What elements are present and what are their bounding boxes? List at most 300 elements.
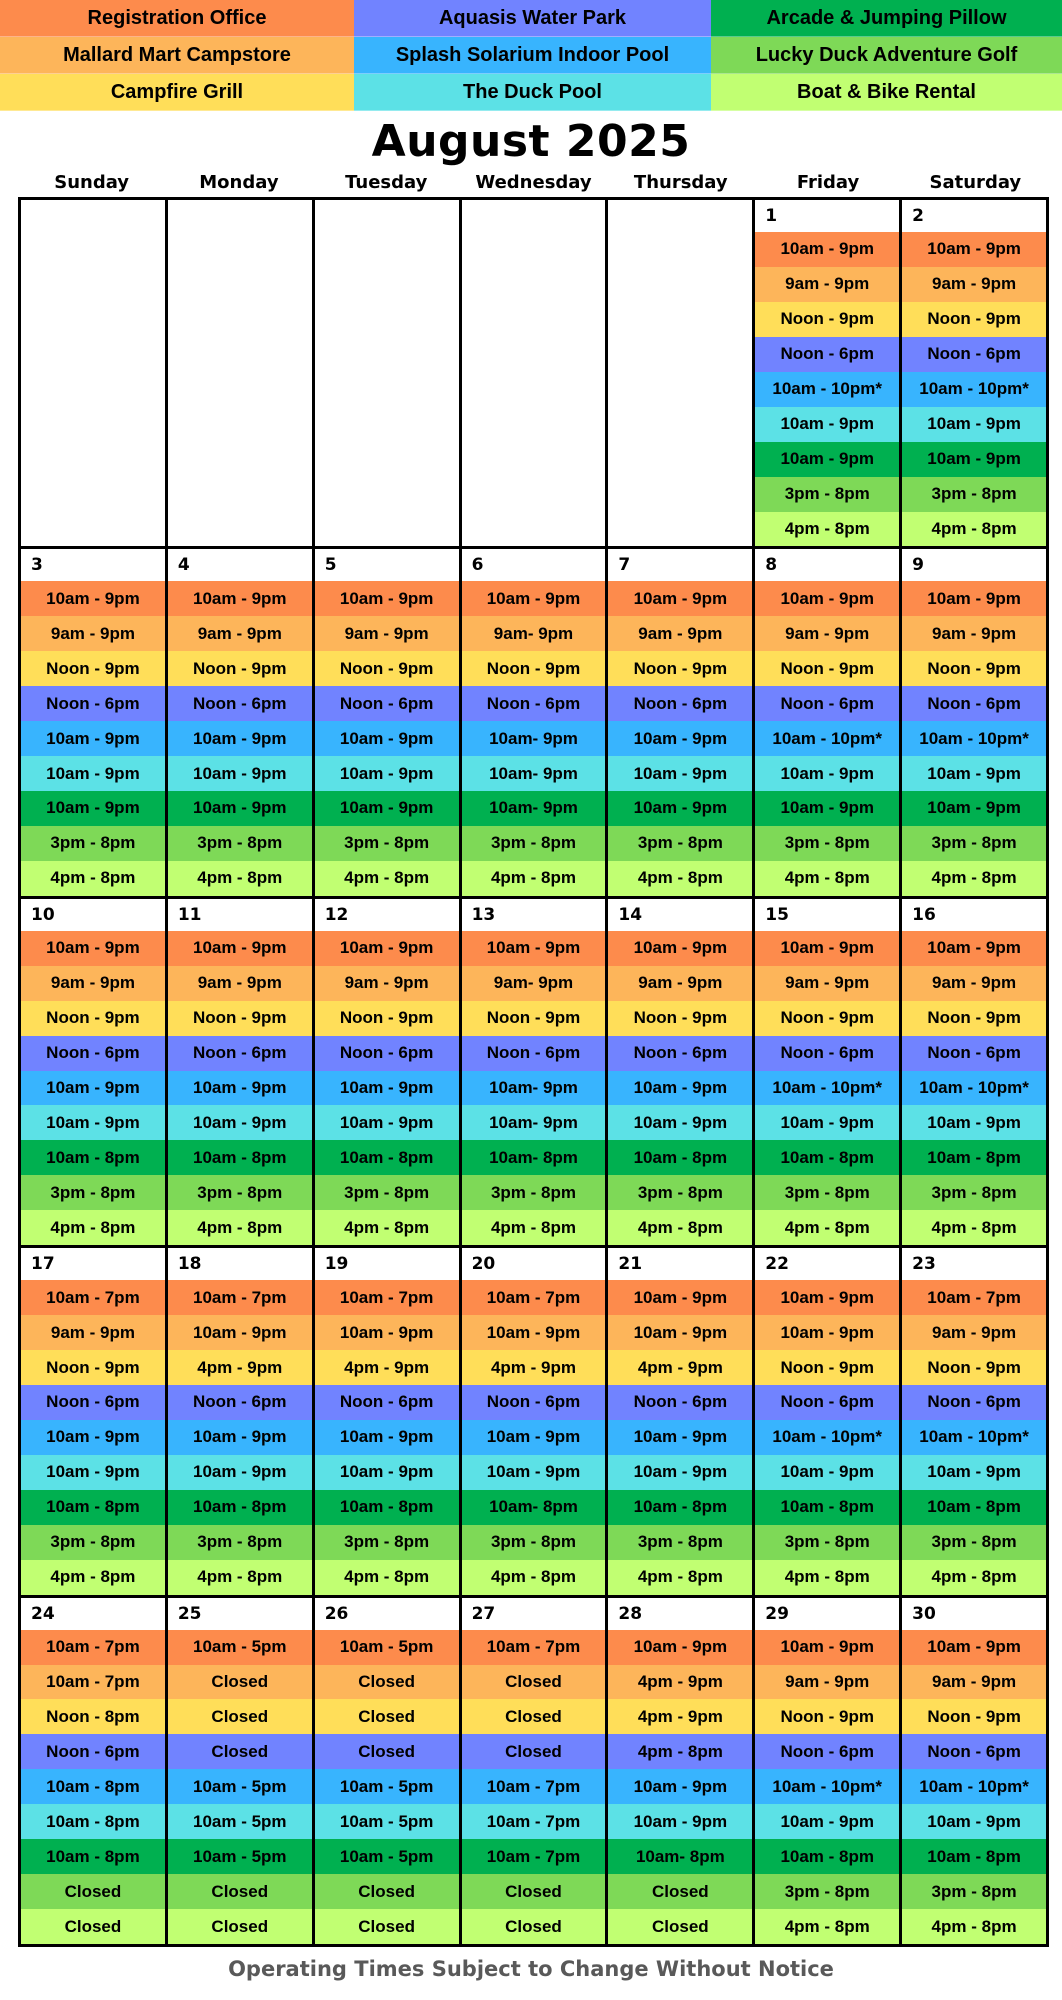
hours-slot: 10am - 9pm <box>608 1105 752 1140</box>
hours-slot: Noon - 9pm <box>902 302 1046 337</box>
day-cell <box>755 1248 899 1594</box>
day-number: 11 <box>177 904 202 925</box>
hours-slot: 3pm - 8pm <box>315 1175 459 1210</box>
hours-slot: 3pm - 8pm <box>902 1175 1046 1210</box>
hours-slot: 10am - 10pm* <box>755 1420 899 1455</box>
day-cell <box>608 899 752 1245</box>
day-cell <box>462 899 606 1245</box>
hours-slot: 10am - 9pm <box>315 1455 459 1490</box>
hours-slot: 10am - 8pm <box>168 1490 312 1525</box>
hours-slot: 9am - 9pm <box>902 616 1046 651</box>
hours-slot: 10am - 9pm <box>755 1280 899 1315</box>
hours-slot: 10am - 7pm <box>21 1665 165 1700</box>
day-number: 21 <box>618 1254 643 1275</box>
day-cell <box>21 899 165 1245</box>
hours-slot: 10am - 8pm <box>21 1140 165 1175</box>
hours-slot: 10am - 9pm <box>755 442 899 477</box>
hours-slot: 10am- 8pm <box>462 1490 606 1525</box>
hours-slot: Noon - 9pm <box>755 1350 899 1385</box>
hours-slot: 10am - 9pm <box>755 407 899 442</box>
hours-slot: 10am - 9pm <box>315 931 459 966</box>
hours-slot: 10am - 9pm <box>315 581 459 616</box>
hours-slot: 4pm - 8pm <box>168 1560 312 1595</box>
hours-slot: 10am - 9pm <box>755 756 899 791</box>
day-cell <box>462 1598 606 1944</box>
day-cell <box>315 1248 459 1594</box>
hours-slot: 9am - 9pm <box>608 616 752 651</box>
hours-slot: 9am - 9pm <box>902 1315 1046 1350</box>
hours-slot: Noon - 9pm <box>315 1001 459 1036</box>
hours-slot: 10am - 9pm <box>902 791 1046 826</box>
hours-slot: 10am - 8pm <box>21 1839 165 1874</box>
hours-slot: 9am- 9pm <box>462 966 606 1001</box>
hours-slot: 4pm - 8pm <box>902 1210 1046 1245</box>
hours-slot: Closed <box>315 1699 459 1734</box>
day-cell <box>315 899 459 1245</box>
hours-slot: 10am - 9pm <box>315 756 459 791</box>
hours-slot: 10am - 9pm <box>608 1804 752 1839</box>
hours-slot: Noon - 9pm <box>168 1001 312 1036</box>
hours-slot: 10am - 9pm <box>315 1315 459 1350</box>
hours-slot: 4pm - 8pm <box>21 861 165 896</box>
hours-slot: 10am - 7pm <box>21 1280 165 1315</box>
weekday-header: Wednesday <box>475 172 592 193</box>
hours-slot: 4pm - 8pm <box>315 861 459 896</box>
day-number: 1 <box>765 206 778 226</box>
hours-slot: 10am - 7pm <box>462 1804 606 1839</box>
hours-slot: Noon - 6pm <box>755 686 899 721</box>
hours-slot: Noon - 6pm <box>902 1036 1046 1071</box>
day-number: 10 <box>31 904 55 925</box>
empty-day-cell <box>462 200 606 546</box>
hours-slot: 10am - 7pm <box>462 1630 606 1665</box>
empty-day-cell <box>315 200 459 546</box>
hours-slot: 4pm - 8pm <box>462 1210 606 1245</box>
hours-slot: 9am - 9pm <box>315 616 459 651</box>
hours-slot: 3pm - 8pm <box>755 477 899 512</box>
day-number: 13 <box>471 904 496 925</box>
day-number: 23 <box>912 1254 936 1275</box>
day-number: 17 <box>31 1254 55 1275</box>
day-cell <box>755 200 899 546</box>
hours-slot: Noon - 6pm <box>21 1036 165 1071</box>
hours-slot: 10am - 9pm <box>755 1105 899 1140</box>
hours-slot: 3pm - 8pm <box>168 1525 312 1560</box>
hours-slot: 3pm - 8pm <box>315 1525 459 1560</box>
hours-slot: 10am- 8pm <box>462 1140 606 1175</box>
hours-slot: 10am - 5pm <box>315 1839 459 1874</box>
hours-slot: Noon - 9pm <box>21 651 165 686</box>
hours-slot: 10am - 9pm <box>608 1630 752 1665</box>
hours-slot: 9am - 9pm <box>902 1665 1046 1700</box>
hours-slot: Closed <box>168 1909 312 1944</box>
hours-slot: 4pm - 8pm <box>755 1560 899 1595</box>
day-number: 16 <box>912 904 936 925</box>
hours-slot: Noon - 9pm <box>608 651 752 686</box>
hours-slot: Closed <box>462 1909 606 1944</box>
hours-slot: 10am - 10pm* <box>755 721 899 756</box>
day-number: 19 <box>324 1254 349 1275</box>
hours-slot: 10am - 7pm <box>462 1280 606 1315</box>
hours-slot: 9am - 9pm <box>902 267 1046 302</box>
hours-slot: 10am - 9pm <box>902 407 1046 442</box>
hours-slot: 3pm - 8pm <box>902 477 1046 512</box>
legend-item: Splash Solarium Indoor Pool <box>354 37 711 74</box>
day-cell <box>168 899 312 1245</box>
hours-slot: 10am - 5pm <box>168 1769 312 1804</box>
hours-slot: Closed <box>168 1699 312 1734</box>
hours-slot: 4pm - 8pm <box>902 861 1046 896</box>
hours-slot: 4pm - 9pm <box>168 1350 312 1385</box>
hours-slot: 10am - 9pm <box>608 1280 752 1315</box>
hours-slot: 10am - 9pm <box>608 756 752 791</box>
hours-slot: Noon - 6pm <box>315 686 459 721</box>
hours-slot: 3pm - 8pm <box>21 1175 165 1210</box>
hours-slot: 10am - 9pm <box>608 931 752 966</box>
hours-slot: 4pm - 8pm <box>902 1909 1046 1944</box>
hours-slot: Noon - 6pm <box>608 1036 752 1071</box>
hours-slot: 9am - 9pm <box>902 966 1046 1001</box>
day-cell <box>902 899 1046 1245</box>
hours-slot: 4pm - 8pm <box>608 1734 752 1769</box>
hours-slot: 4pm - 8pm <box>462 1560 606 1595</box>
hours-slot: Noon - 6pm <box>755 1036 899 1071</box>
hours-slot: 10am - 5pm <box>168 1804 312 1839</box>
day-cell <box>168 1598 312 1944</box>
day-cell <box>755 899 899 1245</box>
weekday-header: Thursday <box>633 172 728 193</box>
hours-slot: 10am- 9pm <box>462 791 606 826</box>
day-number: 18 <box>177 1254 202 1275</box>
hours-slot: 4pm - 8pm <box>315 1560 459 1595</box>
hours-slot: 3pm - 8pm <box>21 826 165 861</box>
hours-slot: 3pm - 8pm <box>462 1175 606 1210</box>
hours-slot: Noon - 8pm <box>21 1699 165 1734</box>
hours-slot: Closed <box>462 1699 606 1734</box>
day-number: 6 <box>471 555 484 576</box>
hours-slot: Noon - 6pm <box>315 1385 459 1420</box>
hours-slot: 3pm - 8pm <box>608 1175 752 1210</box>
hours-slot: Noon - 6pm <box>755 1734 899 1769</box>
hours-slot: 10am - 9pm <box>315 1071 459 1106</box>
legend-item: Lucky Duck Adventure Golf <box>711 37 1062 74</box>
weekday-header: Monday <box>199 172 279 193</box>
hours-slot: Noon - 6pm <box>902 686 1046 721</box>
hours-slot: 3pm - 8pm <box>608 826 752 861</box>
hours-slot: 10am - 9pm <box>21 721 165 756</box>
hours-slot: Closed <box>315 1874 459 1909</box>
legend-item: The Duck Pool <box>354 74 711 111</box>
hours-slot: 10am - 7pm <box>462 1769 606 1804</box>
hours-slot: 10am - 8pm <box>608 1140 752 1175</box>
hours-slot: 10am - 9pm <box>21 1420 165 1455</box>
hours-slot: Noon - 9pm <box>608 1001 752 1036</box>
hours-slot: Closed <box>462 1734 606 1769</box>
weekday-header: Tuesday <box>345 172 428 193</box>
hours-slot: Noon - 9pm <box>755 302 899 337</box>
hours-slot: 9am - 9pm <box>608 966 752 1001</box>
hours-slot: 4pm - 9pm <box>608 1665 752 1700</box>
hours-slot: 10am - 7pm <box>902 1280 1046 1315</box>
hours-slot: 3pm - 8pm <box>608 1525 752 1560</box>
hours-slot: 9am - 9pm <box>21 616 165 651</box>
hours-slot: 10am - 9pm <box>462 1420 606 1455</box>
hours-slot: 10am - 8pm <box>755 1839 899 1874</box>
hours-slot: 10am - 10pm* <box>755 372 899 407</box>
hours-slot: 4pm - 8pm <box>315 1210 459 1245</box>
hours-slot: Noon - 6pm <box>315 1036 459 1071</box>
hours-slot: 4pm - 8pm <box>755 1909 899 1944</box>
hours-slot: Noon - 9pm <box>902 1001 1046 1036</box>
hours-slot: Noon - 9pm <box>21 1001 165 1036</box>
legend-item: Campfire Grill <box>0 74 354 111</box>
hours-slot: 10am - 5pm <box>168 1630 312 1665</box>
hours-slot: 10am - 9pm <box>902 931 1046 966</box>
hours-slot: 10am - 9pm <box>755 1630 899 1665</box>
footer-note: Operating Times Subject to Change Without Notice <box>228 1957 834 1981</box>
hours-slot: 10am - 9pm <box>755 232 899 267</box>
hours-slot: Noon - 9pm <box>902 651 1046 686</box>
hours-slot: 10am - 9pm <box>608 791 752 826</box>
hours-slot: 10am - 8pm <box>755 1140 899 1175</box>
hours-slot: 10am - 9pm <box>755 1804 899 1839</box>
hours-slot: 9am - 9pm <box>21 966 165 1001</box>
hours-slot: 10am - 9pm <box>902 232 1046 267</box>
day-number: 26 <box>324 1603 349 1624</box>
hours-slot: 10am - 9pm <box>902 756 1046 791</box>
day-number: 27 <box>471 1603 496 1624</box>
hours-slot: 3pm - 8pm <box>755 1874 899 1909</box>
hours-slot: Noon - 9pm <box>902 1699 1046 1734</box>
day-cell <box>755 549 899 895</box>
hours-slot: 10am - 9pm <box>21 931 165 966</box>
hours-slot: 10am - 9pm <box>902 581 1046 616</box>
hours-slot: 10am - 7pm <box>462 1839 606 1874</box>
hours-slot: Closed <box>608 1874 752 1909</box>
hours-slot: 10am - 9pm <box>608 581 752 616</box>
day-cell <box>902 1598 1046 1944</box>
hours-slot: 10am - 9pm <box>462 931 606 966</box>
day-number: 14 <box>618 904 643 925</box>
hours-slot: 9am - 9pm <box>755 267 899 302</box>
hours-slot: 10am - 9pm <box>755 1455 899 1490</box>
hours-slot: 10am - 5pm <box>315 1630 459 1665</box>
day-cell <box>21 1598 165 1944</box>
hours-slot: 10am - 10pm* <box>902 721 1046 756</box>
hours-slot: 10am - 9pm <box>462 1455 606 1490</box>
hours-slot: Noon - 6pm <box>21 686 165 721</box>
hours-slot: 9am - 9pm <box>755 966 899 1001</box>
hours-slot: Noon - 6pm <box>902 1385 1046 1420</box>
hours-slot: 4pm - 8pm <box>755 861 899 896</box>
hours-slot: Closed <box>21 1909 165 1944</box>
weekday-header-row <box>18 172 1049 196</box>
hours-slot: Noon - 9pm <box>755 651 899 686</box>
hours-slot: 10am - 9pm <box>902 1455 1046 1490</box>
hours-slot: 10am- 9pm <box>462 756 606 791</box>
day-cell <box>21 1248 165 1594</box>
hours-slot: 10am - 10pm* <box>902 1071 1046 1106</box>
hours-slot: 10am - 9pm <box>608 1455 752 1490</box>
hours-slot: 10am - 8pm <box>755 1490 899 1525</box>
hours-slot: 3pm - 8pm <box>168 1175 312 1210</box>
legend-item: Boat & Bike Rental <box>711 74 1062 111</box>
hours-slot: 3pm - 8pm <box>21 1525 165 1560</box>
day-cell <box>608 1248 752 1594</box>
hours-slot: Noon - 9pm <box>315 651 459 686</box>
hours-slot: 10am - 10pm* <box>902 1420 1046 1455</box>
hours-slot: 10am - 8pm <box>315 1490 459 1525</box>
hours-slot: 4pm - 9pm <box>608 1350 752 1385</box>
hours-slot: 10am - 9pm <box>902 1630 1046 1665</box>
day-cell <box>168 549 312 895</box>
day-cell <box>315 1598 459 1944</box>
day-number: 7 <box>618 555 631 576</box>
hours-slot: 4pm - 8pm <box>21 1210 165 1245</box>
hours-slot: 9am - 9pm <box>168 616 312 651</box>
hours-slot: 10am - 9pm <box>21 791 165 826</box>
day-number: 28 <box>618 1603 643 1624</box>
hours-slot: 10am - 9pm <box>755 791 899 826</box>
hours-slot: 3pm - 8pm <box>315 826 459 861</box>
hours-slot: Noon - 6pm <box>755 337 899 372</box>
hours-slot: Closed <box>315 1734 459 1769</box>
hours-slot: 10am - 8pm <box>902 1140 1046 1175</box>
hours-slot: Noon - 6pm <box>608 1385 752 1420</box>
hours-slot: Closed <box>168 1874 312 1909</box>
hours-slot: Noon - 6pm <box>608 686 752 721</box>
hours-slot: 10am - 9pm <box>168 1455 312 1490</box>
hours-slot: 4pm - 8pm <box>902 1560 1046 1595</box>
day-number: 20 <box>471 1254 496 1275</box>
hours-slot: 10am - 8pm <box>21 1804 165 1839</box>
hours-slot: 10am - 8pm <box>902 1490 1046 1525</box>
hours-slot: 4pm - 9pm <box>608 1699 752 1734</box>
hours-slot: 3pm - 8pm <box>462 826 606 861</box>
hours-slot: 10am - 9pm <box>168 931 312 966</box>
hours-slot: 9am - 9pm <box>755 1665 899 1700</box>
hours-slot: 10am - 9pm <box>168 1420 312 1455</box>
day-number: 25 <box>177 1603 202 1624</box>
hours-slot: 10am- 9pm <box>462 1071 606 1106</box>
hours-slot: Noon - 9pm <box>462 1001 606 1036</box>
hours-slot: 10am - 8pm <box>21 1490 165 1525</box>
hours-slot: 10am - 9pm <box>21 756 165 791</box>
day-number: 30 <box>912 1603 936 1624</box>
hours-slot: 10am - 9pm <box>902 1804 1046 1839</box>
hours-slot: 4pm - 8pm <box>168 861 312 896</box>
day-number: 2 <box>912 206 924 226</box>
hours-slot: 10am - 9pm <box>168 791 312 826</box>
hours-slot: 10am - 9pm <box>608 1315 752 1350</box>
hours-slot: Noon - 9pm <box>755 1699 899 1734</box>
hours-slot: 10am - 9pm <box>168 1105 312 1140</box>
hours-slot: Noon - 6pm <box>462 1385 606 1420</box>
hours-slot: 10am - 9pm <box>462 1315 606 1350</box>
hours-slot: 9am- 9pm <box>462 616 606 651</box>
day-number: 24 <box>31 1603 55 1624</box>
hours-slot: 10am - 9pm <box>168 721 312 756</box>
day-cell <box>755 1598 899 1944</box>
hours-slot: Noon - 6pm <box>902 1734 1046 1769</box>
weekday-header: Saturday <box>929 172 1022 193</box>
hours-slot: 3pm - 8pm <box>902 1525 1046 1560</box>
hours-slot: Noon - 9pm <box>902 1350 1046 1385</box>
hours-slot: 3pm - 8pm <box>462 1525 606 1560</box>
hours-slot: 10am - 7pm <box>21 1630 165 1665</box>
hours-slot: 10am - 9pm <box>21 581 165 616</box>
hours-slot: 9am - 9pm <box>755 616 899 651</box>
day-number: 5 <box>324 555 337 576</box>
venue-legend <box>0 0 1062 111</box>
hours-slot: 10am - 9pm <box>21 1105 165 1140</box>
day-cell <box>462 1248 606 1594</box>
legend-item: Mallard Mart Campstore <box>0 37 354 74</box>
hours-slot: 10am - 9pm <box>168 1315 312 1350</box>
day-cell <box>902 549 1046 895</box>
empty-day-cell <box>608 200 752 546</box>
hours-slot: 10am- 9pm <box>462 1105 606 1140</box>
calendar-grid <box>18 197 1049 1947</box>
day-cell <box>168 1248 312 1594</box>
hours-slot: Noon - 6pm <box>462 1036 606 1071</box>
hours-slot: 10am - 9pm <box>608 1420 752 1455</box>
hours-slot: 10am - 8pm <box>21 1769 165 1804</box>
hours-slot: 4pm - 9pm <box>462 1350 606 1385</box>
hours-slot: Noon - 6pm <box>755 1385 899 1420</box>
hours-slot: Noon - 6pm <box>21 1734 165 1769</box>
hours-slot: 10am - 9pm <box>168 756 312 791</box>
hours-slot: 4pm - 8pm <box>462 861 606 896</box>
hours-slot: 4pm - 8pm <box>755 1210 899 1245</box>
hours-slot: 10am - 10pm* <box>755 1769 899 1804</box>
day-number: 3 <box>31 555 43 576</box>
hours-slot: 4pm - 8pm <box>21 1560 165 1595</box>
day-cell <box>902 200 1046 546</box>
hours-slot: Closed <box>608 1909 752 1944</box>
hours-slot: Noon - 6pm <box>902 337 1046 372</box>
hours-slot: 4pm - 8pm <box>902 512 1046 547</box>
weekday-header: Sunday <box>54 172 130 193</box>
hours-slot: 10am - 9pm <box>755 931 899 966</box>
hours-slot: 3pm - 8pm <box>755 826 899 861</box>
hours-slot: Closed <box>462 1665 606 1700</box>
day-cell <box>608 549 752 895</box>
hours-slot: 4pm - 8pm <box>168 1210 312 1245</box>
hours-slot: 3pm - 8pm <box>755 1175 899 1210</box>
hours-slot: 10am - 9pm <box>315 1420 459 1455</box>
hours-slot: 10am - 9pm <box>902 1105 1046 1140</box>
hours-slot: 9am - 9pm <box>21 1315 165 1350</box>
hours-slot: 10am - 9pm <box>315 1105 459 1140</box>
hours-slot: 10am - 9pm <box>902 442 1046 477</box>
hours-slot: Noon - 6pm <box>21 1385 165 1420</box>
hours-slot: 10am - 10pm* <box>755 1071 899 1106</box>
day-number: 12 <box>324 904 349 925</box>
hours-slot: 10am - 9pm <box>21 1071 165 1106</box>
hours-slot: 10am- 8pm <box>608 1839 752 1874</box>
hours-slot: 10am - 10pm* <box>902 1769 1046 1804</box>
hours-slot: 4pm - 8pm <box>755 512 899 547</box>
day-number: 9 <box>912 555 924 576</box>
hours-slot: Closed <box>21 1874 165 1909</box>
hours-slot: 10am - 9pm <box>608 1769 752 1804</box>
hours-slot: 10am - 8pm <box>168 1140 312 1175</box>
hours-slot: 10am - 9pm <box>608 1071 752 1106</box>
hours-slot: 10am - 7pm <box>168 1280 312 1315</box>
hours-slot: Closed <box>462 1874 606 1909</box>
day-number: 29 <box>765 1603 789 1624</box>
